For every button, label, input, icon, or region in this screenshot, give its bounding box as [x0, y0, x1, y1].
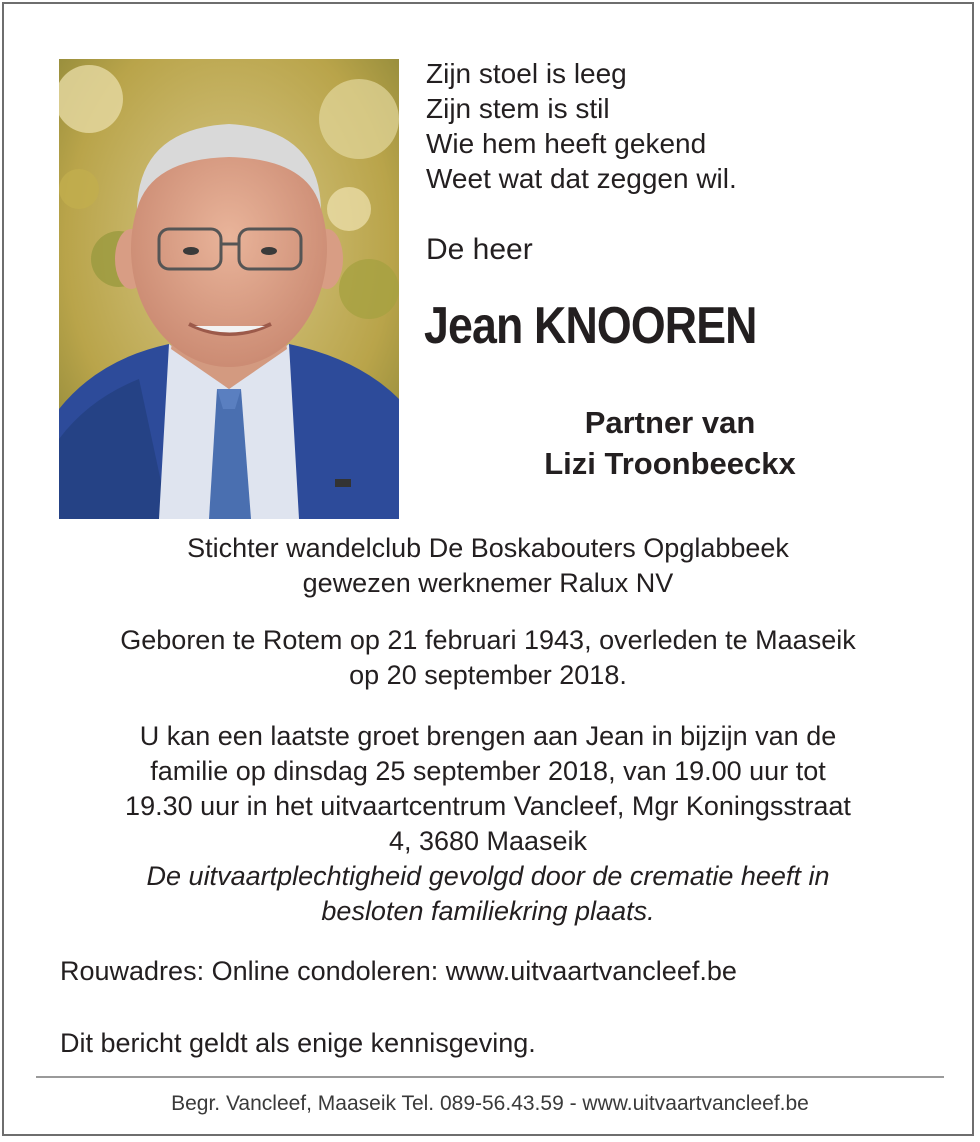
salutation: De heer [426, 233, 533, 266]
dates-line: op 20 september 2018. [349, 660, 627, 690]
poem-line: Zijn stem is stil [426, 93, 610, 124]
dates-line: Geboren te Rotem op 21 februari 1943, overleden te Maaseik [120, 625, 856, 655]
poem [426, 56, 737, 196]
partner-name: Lizi Troonbeeckx [544, 446, 796, 481]
visitation-line: U kan een laatste groet brengen aan Jean in bijzijn van de [139, 721, 837, 751]
partner-label: Partner van [584, 405, 756, 440]
deceased-name: Jean KNOOREN [424, 297, 757, 355]
poem-line: Weet wat dat zeggen wil. [426, 163, 737, 194]
visitation-line: familie op dinsdag 25 september 2018, van 19.00 uur tot [150, 756, 826, 786]
role-line: Stichter wandelclub De Boskabouters Opglabbeek [187, 533, 789, 563]
role-line: gewezen werknemer Ralux NV [302, 568, 674, 598]
poem-line: Zijn stoel is leeg [426, 58, 627, 89]
footer-divider [36, 1076, 944, 1078]
visitation-line: 4, 3680 Maaseik [388, 826, 588, 856]
roles-block [40, 531, 936, 601]
portrait-photo [59, 59, 399, 519]
dates-block [40, 623, 936, 693]
poem-line: Wie hem heeft gekend [426, 128, 707, 159]
footer-text: Begr. Vancleef, Maaseik Tel. 089-56.43.59 - www.uitvaartvancleef.be [171, 1092, 809, 1115]
notice-text: Dit bericht geldt als enige kennisgeving. [60, 1028, 536, 1058]
partner-block [470, 402, 870, 484]
rouwadres: Rouwadres: Online condoleren: www.uitvaartvancleef.be [60, 956, 737, 986]
visitation-line: 19.30 uur in het uitvaartcentrum Vancleef, Mgr Koningsstraat [125, 791, 851, 821]
ceremony-line: De uitvaartplechtigheid gevolgd door de crematie heeft in [146, 861, 830, 891]
ceremony-line: besloten familiekring plaats. [321, 896, 655, 926]
visitation-block [40, 719, 936, 929]
